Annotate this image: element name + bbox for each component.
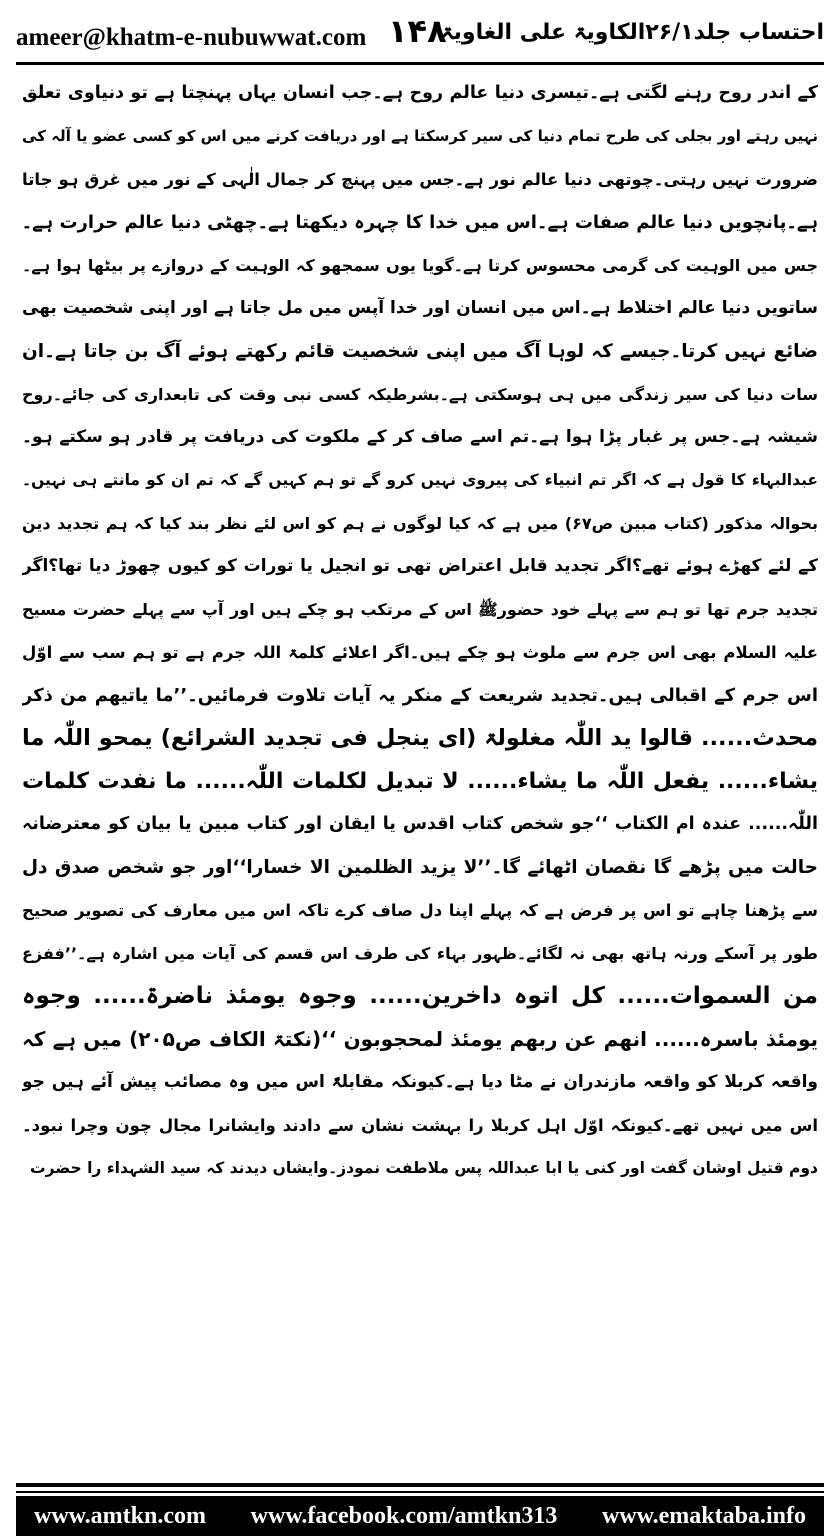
text-line: اس جرم کے اقبالی ہیں۔تجدید شریعت کے منکر یہ آیات تلاوت فرمائیں۔’’ما یاتیھم من ذکر	[22, 685, 818, 706]
text-line: محدث...... قالوا ید اللّٰہ مغلولۃ (ای ینجل فی تجدید الشرائع) یمحو اللّٰہ ما	[22, 725, 818, 751]
text-line: حالت میں پڑھے گا نقصان اٹھائے گا۔’’لا یزید الظلمین الا خسارا‘‘اور جو شخص صدق دل	[22, 857, 818, 878]
text-line: کے اندر روح رہنے لگتی ہے۔تیسری دنیا عالم روح ہے۔جب انسان یہاں پہنچتا ہے تو دنیاوی تعلق	[22, 83, 818, 103]
text-line: دوم قتیل اوشان گفت اور کنی یا ابا عبداللہ پس ملاطفت نمودز۔وایشاں دیدند کہ سید الشہداء را حضرت	[30, 1159, 818, 1177]
text-line: ساتویں دنیا عالم اختلاط ہے۔اس میں انسان اور خدا آپس میں مل جاتا ہے اور اپنی شخصیت بھی	[22, 298, 818, 318]
text-line: تجدید جرم تھا تو ہم سے پہلے خود حضورﷺ اس کے مرتکب ہو چکے ہیں اور آپ سے پہلے حضرت مسیح	[22, 600, 818, 619]
text-line: واقعہ کربلا کو واقعہ مازندران نے مٹا دیا ہے۔کیونکہ مقابلۃً اس میں وہ مصائب پیش آئے ہیں جو	[22, 1072, 818, 1092]
footer-divider-thick	[16, 1483, 824, 1487]
text-line: بحوالہ مذکور (کتاب مبین ص۶۷) میں ہے کہ کیا لوگوں نے ہم کو اس لئے نظر بند کیا کہ ہم تجدید دین	[22, 514, 818, 533]
text-line: اس میں نہیں تھے۔کیونکہ اوّل اہل کربلا را بہشت نشان سے دادند وایشانرا مجال چون وچرا نبود۔	[22, 1116, 818, 1135]
footer-bar	[16, 1496, 824, 1536]
text-line: سے پڑھنا چاہے تو اس پر فرض ہے کہ پہلے اپنا دل صاف کرے تاکہ اس میں معارف کی تصویر صحیح	[22, 901, 818, 920]
text-line: یومئذ باسرہ...... انھم عن ربھم یومئذ لمحجوبون ‘‘(نکتۃ الکاف ص۲۰۵) میں ہے کہ	[22, 1027, 818, 1051]
page-header	[16, 10, 824, 60]
body-text	[22, 72, 818, 1462]
text-line: اللّٰہ...... عندہ ام الکتاب ‘‘جو شخص کتاب اقدس یا ایقان اور کتاب مبین یا بیان کو معترضانہ	[22, 814, 818, 834]
header-title: احتساب جلد۲۶/۱الکاویۃ علی الغاویۃ	[440, 20, 824, 45]
text-line: ہے۔پانچویں دنیا عالم صفات ہے۔اس میں خدا کا چہرہ دیکھتا ہے۔چھٹی دنیا عالم حرارت ہے۔	[22, 212, 818, 233]
text-line: سات دنیا کی سیر زندگی میں ہی ہوسکتی ہے۔بشرطیکہ کسی نبی وقت کی تابعداری کی جائے۔روح	[22, 385, 818, 404]
footer-link-emaktaba[interactable]: www.emaktaba.info	[601, 1502, 806, 1529]
text-line: یشاء...... یفعل اللّٰہ ما یشاء...... لا تبدیل لکلمات اللّٰہ...... ما نفدت کلمات	[22, 769, 818, 794]
text-line: من السموات...... کل اتوہ داخرین...... وجوہ یومئذ ناضرۃ...... وجوہ	[22, 983, 818, 1009]
text-line: کے لئے کھڑے ہوئے تھے؟اگر تجدید قابل اعتراض تھی تو انجیل یا تورات کو کیوں چھوڑ دیا تھا؟اگر	[22, 556, 818, 576]
footer-link-facebook[interactable]: www.facebook.com/amtkn313	[250, 1502, 558, 1529]
header-email: ameer@khatm-e-nubuwwat.com	[16, 24, 367, 51]
text-line: ضرورت نہیں رہتی۔چوتھی دنیا عالم نور ہے۔جس میں پہنچ کر جمال الٰہی کے نور میں غرق ہو جاتا	[22, 170, 818, 189]
text-line: جس میں الوہیت کی گرمی محسوس کرتا ہے۔گویا یوں سمجھو کہ الوہیت کے دروازے پر بیٹھا ہوا ہے۔	[22, 256, 818, 275]
text-line: علیہ السلام بھی اس جرم سے ملوث ہو چکے ہیں۔اگر اعلائے کلمۃ اللہ جرم ہے تو ہم سب سے اوّل	[22, 643, 818, 662]
text-line: نہیں رہتے اور بجلی کی طرح تمام دنیا کی سیر کرسکتا ہے اور دریافت کرنے میں اس کو کسی عضو یا آلہ کی	[22, 127, 818, 145]
page-number: ۱۴۸	[388, 12, 447, 50]
text-line: طور پر آسکے ورنہ ہاتھ بھی نہ لگائے۔ظہور بہاء کی طرف اس قسم کی آیات میں اشارہ ہے۔’’ففزع	[22, 944, 818, 963]
text-line: عبدالبہاء کا قول ہے کہ اگر تم انبیاء کی پیروی نہیں کرو گے تو ہم کہیں گے کہ تم ان کو مانتے ہی نہیں۔	[22, 471, 818, 489]
footer-link-amtkn[interactable]: www.amtkn.com	[34, 1502, 206, 1529]
header-divider	[16, 62, 824, 65]
text-line: شیشہ ہے۔جس پر غبار پڑا ہوا ہے۔تم اسے صاف کر کے ملکوت کی دریافت پر قادر ہو سکتے ہو۔	[22, 427, 818, 447]
footer-divider-thin	[16, 1491, 824, 1493]
text-line: ضائع نہیں کرتا۔جیسے کہ لوہا آگ میں اپنی شخصیت قائم رکھتے ہوئے آگ بن جاتا ہے۔ان	[22, 341, 818, 362]
